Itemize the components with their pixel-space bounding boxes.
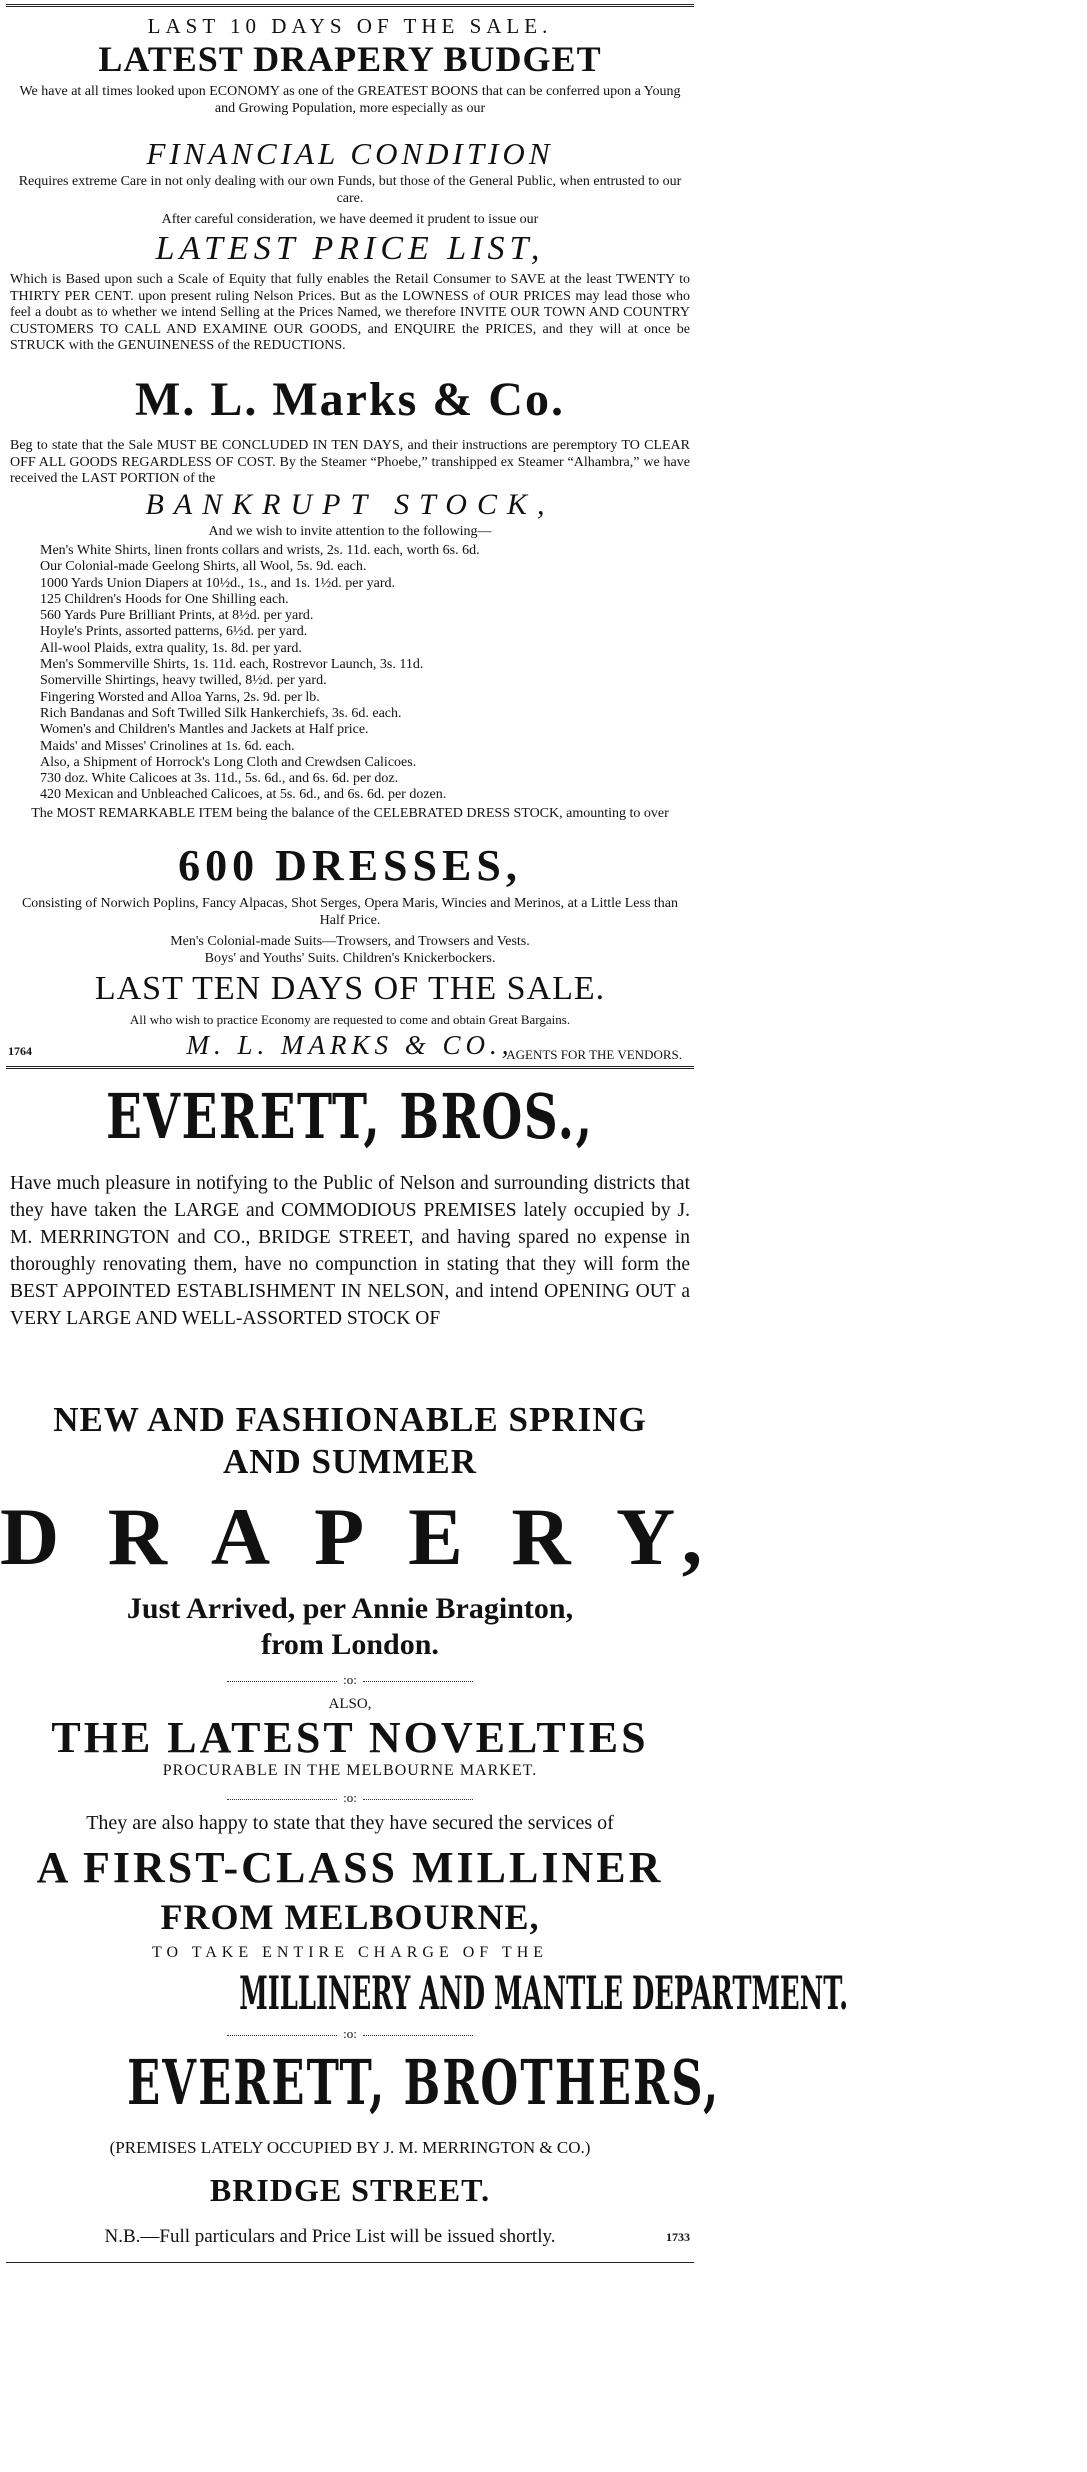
from-melbourne-heading: FROM MELBOURNE,	[160, 1897, 540, 1937]
attention-line: And we wish to invite attention to the following—	[208, 524, 492, 539]
separator-mark: :o:	[343, 2026, 357, 2041]
spring-heading: NEW AND FASHIONABLE SPRING	[53, 1400, 647, 1439]
bridge-street-heading: BRIDGE STREET.	[209, 2172, 491, 2208]
price-item: Hoyle's Prints, assorted patterns, 6½d. per yard.	[40, 624, 308, 640]
ad-number-1733: 1733	[666, 2230, 690, 2244]
price-item: 125 Children's Hoods for One Shilling each.	[40, 591, 289, 607]
consideration-line: After careful consideration, we have deemed it prudent to issue our	[161, 212, 539, 227]
everett-bros-heading	[0, 1080, 700, 1153]
millinery-heading	[0, 1966, 849, 2020]
steamer-paragraph: Beg to state that the Sale MUST BE CONCLUDED IN TEN DAYS, and their instructions are peremptory TO CLEAR OFF ALL GOODS REGARDLESS OF COST. By the Steamer “Phoebe,” transhipped ex Steamer “Alhambra,” we have received the LAST PORTION of the	[10, 438, 690, 487]
sale-banner: LAST 10 DAYS OF THE SALE.	[147, 14, 553, 38]
boys-suits-line: Boys' and Youths' Suits. Children's Knickerbockers.	[204, 951, 496, 966]
everett-brothers-text: EVERETT, BROTHERS,	[127, 2046, 721, 2119]
bankrupt-stock-heading: BANKRUPT STOCK,	[145, 488, 555, 521]
section-rule	[6, 1066, 694, 1069]
london-line: from London.	[261, 1628, 439, 1661]
agents-line: AGENTS FOR THE VENDORS.	[506, 1047, 682, 1062]
price-item: Also, a Shipment of Horrock's Long Cloth and Crewdsen Calicoes.	[40, 754, 417, 770]
top-rule	[6, 4, 694, 7]
footer-note: N.B.—Full particulars and Price List will be issued shortly.	[104, 2226, 556, 2247]
price-item: Rich Bandanas and Soft Twilled Silk Hankerchiefs, 3s. 6d. each.	[40, 705, 402, 721]
price-item: Men's White Shirts, linen fronts collars and wrists, 2s. 11d. each, worth 6s. 6d.	[40, 543, 480, 558]
price-item: 560 Yards Pure Brilliant Prints, at 8½d. per yard.	[40, 608, 314, 624]
arrival-line: Just Arrived, per Annie Braginton,	[126, 1592, 574, 1625]
price-item: Women's and Children's Mantles and Jackets at Half price.	[40, 722, 369, 738]
premises-note: (PREMISES LATELY OCCUPIED BY J. M. MERRINGTON & CO.)	[109, 2138, 591, 2157]
premises-paragraph: Have much pleasure in notifying to the Public of Nelson and surrounding districts that they have taken the LARGE and COMMODIOUS PREMISES lately occupied by J. M. MERRINGTON and CO., BRIDGE STREET, and having spared no expense in thoroughly renovating them, have no compunction in stating that they will form the BEST APPOINTED ESTABLISHMENT IN NELSON, and intend OPENING OUT a VERY LARGE AND WELL-ASSORTED STOCK OF	[10, 1173, 690, 1329]
price-item: Men's Sommerville Shirts, 1s. 11d. each, Rostrevor Launch, 3s. 11d.	[40, 657, 424, 673]
summer-heading: AND SUMMER	[222, 1442, 477, 1481]
price-item: All-wool Plaids, extra quality, 1s. 8d. per yard.	[40, 640, 302, 656]
last-ten-days-heading: LAST TEN DAYS OF THE SALE.	[94, 970, 606, 1007]
separator-mark: :o:	[343, 1672, 357, 1687]
melbourne-market-line: PROCURABLE IN THE MELBOURNE MARKET.	[162, 1762, 538, 1779]
millinery-text: MILLINERY AND MANTLE DEPARTMENT.	[239, 1966, 849, 2020]
financial-condition-heading: FINANCIAL CONDITION	[146, 136, 554, 171]
price-item: Our Colonial-made Geelong Shirts, all Wool, 5s. 9d. each.	[40, 559, 367, 575]
intro-paragraph: We have at all times looked upon ECONOMY as one of the GREATEST BOONS that can be conferred upon a Young and Growing Population, more especially as our	[19, 84, 681, 116]
services-line: They are also happy to state that they have secured the services of	[86, 1812, 614, 1834]
drapery-heading: D R A P E R Y,	[0, 1491, 717, 1582]
care-paragraph: Requires extreme Care in not only dealing with our own Funds, but those of the General Public, when entrusted to our care.	[18, 174, 682, 206]
price-item-list	[40, 543, 690, 804]
price-item: Somerville Shirtings, heavy twilled, 8½d. per yard.	[40, 673, 327, 689]
price-list-heading: LATEST PRICE LIST,	[155, 230, 545, 267]
price-item: Fingering Worsted and Alloa Yarns, 2s. 9d. per lb.	[40, 689, 320, 705]
price-item: Maids' and Misses' Crinolines at 1s. 6d. each.	[40, 738, 295, 754]
everett-brothers-heading	[0, 2046, 721, 2119]
separator-mark: :o:	[343, 1790, 357, 1805]
also-line: ALSO,	[328, 1696, 372, 1712]
novelties-heading: THE LATEST NOVELTIES	[51, 1713, 649, 1762]
dresses-paragraph: Consisting of Norwich Poplins, Fancy Alpacas, Shot Serges, Opera Maris, Wincies and Merinos, at a Little Less than Half Price.	[21, 896, 679, 928]
everett-bros-text: EVERETT, BROS.,	[106, 1080, 594, 1153]
entire-charge-line: TO TAKE ENTIRE CHARGE OF THE	[151, 1944, 549, 1961]
suits-line: Men's Colonial-made Suits—Trowsers, and Trowsers and Vests.	[170, 934, 530, 949]
economy-line: All who wish to practice Economy are requested to come and obtain Great Bargains.	[129, 1012, 571, 1027]
dresses-heading: 600 DRESSES,	[178, 841, 522, 890]
price-item: 1000 Yards Union Diapers at 10½d., 1s., and 1s. 1½d. per yard.	[40, 575, 396, 591]
price-item: 730 doz. White Calicoes at 3s. 11d., 5s. 6d., and 6s. 6d. per doz.	[40, 771, 399, 787]
drapery-budget-heading: LATEST DRAPERY BUDGET	[98, 39, 602, 79]
milliner-heading: A FIRST-CLASS MILLINER	[36, 1843, 664, 1892]
bottom-rule	[6, 2262, 694, 2263]
marks-company-heading: M. L. Marks & Co.	[135, 373, 565, 426]
remarkable-item-paragraph: The MOST REMARKABLE ITEM being the balance of the CELEBRATED DRESS STOCK, amounting to over	[31, 806, 669, 821]
separator-2	[0, 1790, 700, 1806]
marks-signature: M. L. MARKS & CO.,	[186, 1030, 514, 1060]
equity-paragraph: Which is Based upon such a Scale of Equity that fully enables the Retail Consumer to SAVE at the least TWENTY to THIRTY PER CENT. upon present ruling Nelson Prices. But as the LOWNESS of OUR PRICES may lead those who feel a doubt as to whether we intend Selling at the Prices Named, we therefore INVITE OUR TOWN AND COUNTRY CUSTOMERS TO CALL AND EXAMINE OUR GOODS, and ENQUIRE the PRICES, and they will at once be STRUCK with the GENUINENESS of the REDUCTIONS.	[10, 272, 690, 354]
price-item: 420 Mexican and Unbleached Calicoes, at 5s. 6d., and 6s. 6d. per dozen.	[40, 787, 447, 803]
ad-number-1764: 1764	[8, 1044, 32, 1058]
separator-1	[0, 1672, 700, 1688]
separator-3	[0, 2026, 700, 2042]
